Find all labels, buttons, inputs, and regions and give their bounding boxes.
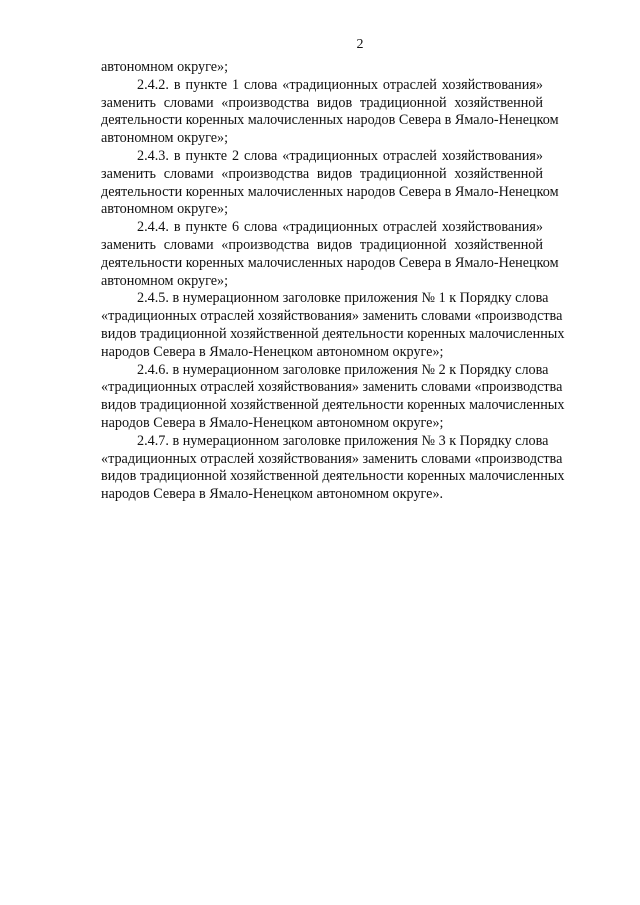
paragraph	[101, 76, 559, 148]
page-number: 2	[356, 37, 364, 52]
text-line: народов Севера в Ямало-Ненецком автономном округе»;	[101, 343, 444, 360]
text-line: деятельности коренных малочисленных народов Севера в Ямало-Ненецком	[101, 183, 559, 200]
text-line: 2.4.4. в пункте 6 слова «традиционных отраслей хозяйствования»	[137, 219, 543, 236]
text-line: автономном округе»;	[101, 130, 229, 147]
text-line: «традиционных отраслей хозяйствования» заменить словами «производства	[101, 379, 563, 396]
document-body	[101, 59, 565, 504]
text-line: «традиционных отраслей хозяйствования» заменить словами «производства	[101, 308, 563, 325]
text-line: 2.4.5. в нумерационном заголовке приложения № 1 к Порядку слова	[137, 290, 549, 307]
text-line: 2.4.7. в нумерационном заголовке приложения № 3 к Порядку слова	[137, 432, 549, 449]
text-line: заменить словами «производства видов традиционной хозяйственной	[101, 165, 543, 182]
text-line: автономном округе»;	[101, 272, 229, 289]
text-line: 2.4.6. в нумерационном заголовке приложения № 2 к Порядку слова	[137, 361, 549, 378]
text-line: народов Севера в Ямало-Ненецком автономном округе»;	[101, 414, 444, 431]
text-line: автономном округе»;	[101, 201, 229, 218]
text-line: видов традиционной хозяйственной деятельности коренных малочисленных	[101, 468, 565, 485]
paragraph	[101, 59, 543, 77]
text-line: народов Севера в Ямало-Ненецком автономном округе».	[101, 486, 444, 503]
text-line: «традиционных отраслей хозяйствования» заменить словами «производства	[101, 450, 563, 467]
paragraph	[101, 432, 565, 504]
text-line: видов традиционной хозяйственной деятельности коренных малочисленных	[101, 397, 565, 414]
paragraph	[101, 147, 559, 219]
text-line: деятельности коренных малочисленных народов Севера в Ямало-Ненецком	[101, 112, 559, 129]
paragraph	[101, 290, 565, 361]
text-line: 2.4.3. в пункте 2 слова «традиционных отраслей хозяйствования»	[137, 147, 543, 164]
text-line: заменить словами «производства видов традиционной хозяйственной	[101, 236, 543, 253]
text-line: видов традиционной хозяйственной деятельности коренных малочисленных	[101, 325, 565, 342]
paragraph	[101, 361, 565, 433]
text-line: 2.4.2. в пункте 1 слова «традиционных отраслей хозяйствования»	[137, 76, 543, 93]
text-line: автономном округе»;	[101, 59, 229, 75]
text-line: деятельности коренных малочисленных народов Севера в Ямало-Ненецком	[101, 254, 559, 271]
paragraph	[101, 219, 559, 290]
text-line: заменить словами «производства видов традиционной хозяйственной	[101, 94, 543, 111]
